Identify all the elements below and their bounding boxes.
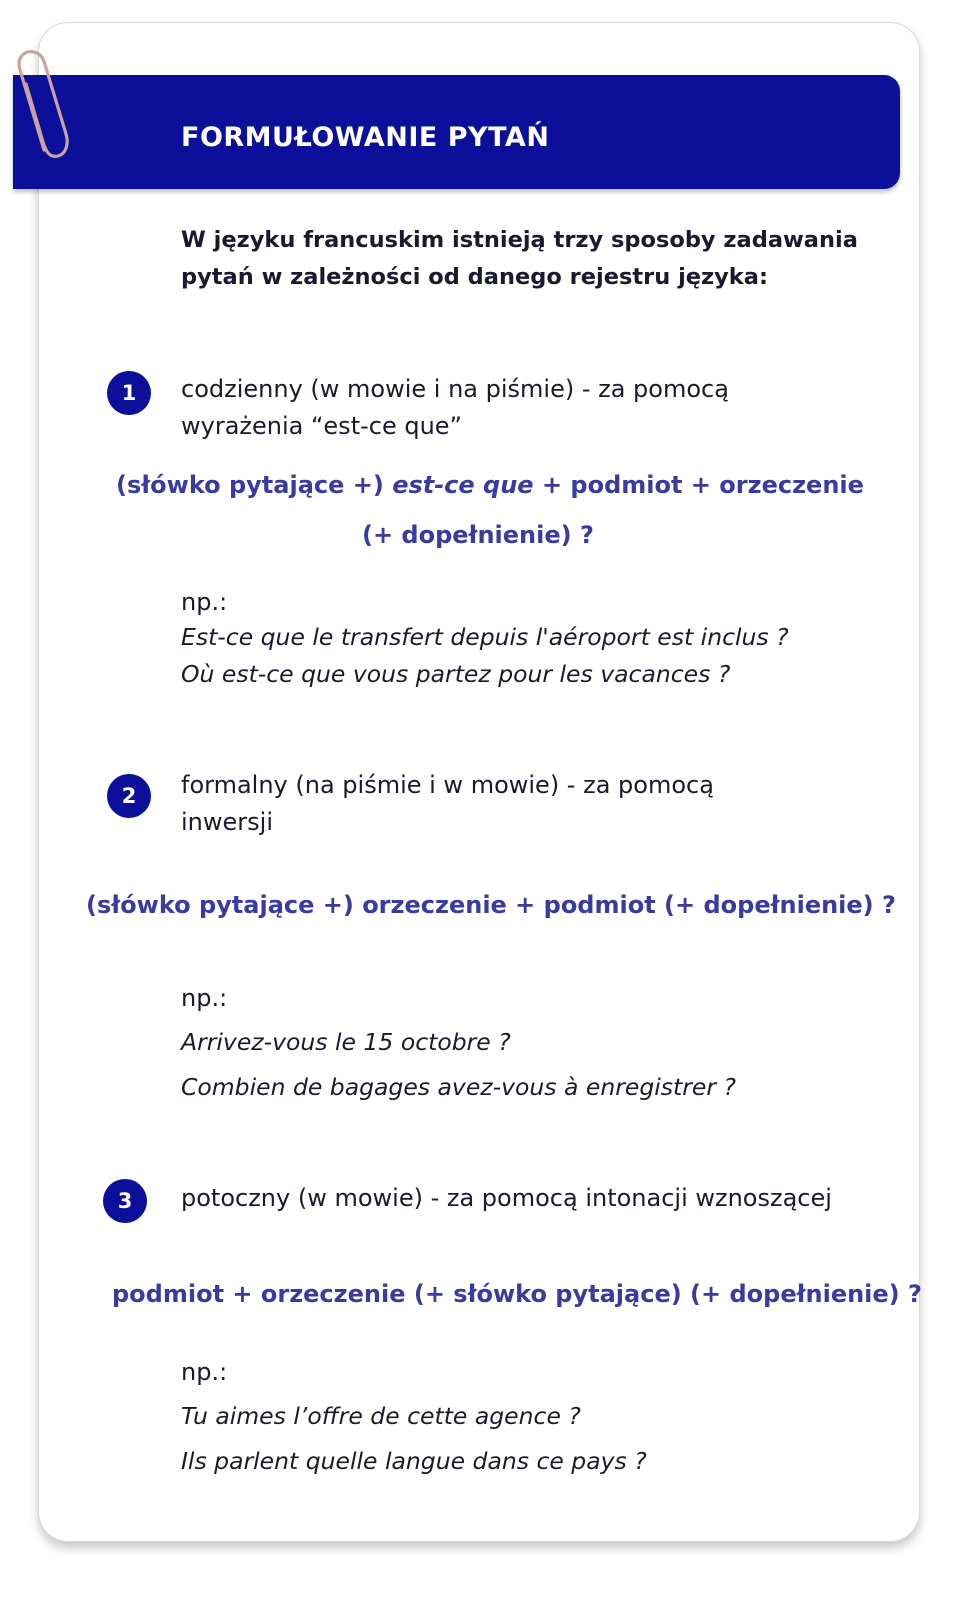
section-3-formula: podmiot + orzeczenie (+ słówko pytające) (+ dopełnienie) ? <box>112 1280 922 1308</box>
intro-text: W języku francuskim istnieją trzy sposoby zadawania pytań w zależności od danego rejestru języka: <box>181 227 858 290</box>
section-2-description: formalny (na piśmie i w mowie) - za pomocą inwersji <box>181 771 714 836</box>
section-3-description: potoczny (w mowie) - za pomocą intonacji wznoszącej <box>181 1184 832 1212</box>
section-2-formula: (słówko pytające +) orzeczenie + podmiot (+ dopełnienie) ? <box>86 891 896 919</box>
section-2-number-badge: 2 <box>107 774 151 818</box>
section-3-example-1: Tu aimes l’offre de cette agence ? <box>181 1402 581 1430</box>
section-1-formula-line-1 <box>116 470 864 500</box>
section-3-example-2: Ils parlent quelle langue dans ce pays ? <box>181 1447 647 1475</box>
section-1-description: codzienny (w mowie i na piśmie) - za pomocą wyrażenia “est-ce que” <box>181 375 729 440</box>
section-2-example-1: Arrivez-vous le 15 octobre ? <box>181 1028 511 1056</box>
formula-part: + podmiot + orzeczenie <box>533 471 864 499</box>
section-2-example-2: Combien de bagages avez-vous à enregistrer ? <box>181 1073 736 1101</box>
section-3-number-badge: 3 <box>103 1179 147 1223</box>
page-title: FORMUŁOWANIE PYTAŃ <box>181 122 550 153</box>
paperclip-icon <box>4 46 84 172</box>
section-1-np-label: np.: <box>181 588 228 616</box>
section-2-np-label: np.: <box>181 984 228 1012</box>
formula-part: (słówko pytające +) <box>116 471 393 499</box>
section-1-formula-line-2: (+ dopełnienie) ? <box>362 521 594 549</box>
section-1-example-1: Est-ce que le transfert depuis l'aéroport est inclus ? <box>181 623 789 651</box>
section-3-np-label: np.: <box>181 1358 228 1386</box>
section-1-example-2: Où est-ce que vous partez pour les vacances ? <box>181 660 731 688</box>
formula-italic-part: est-ce que <box>392 471 534 499</box>
section-1-number-badge: 1 <box>107 371 151 415</box>
